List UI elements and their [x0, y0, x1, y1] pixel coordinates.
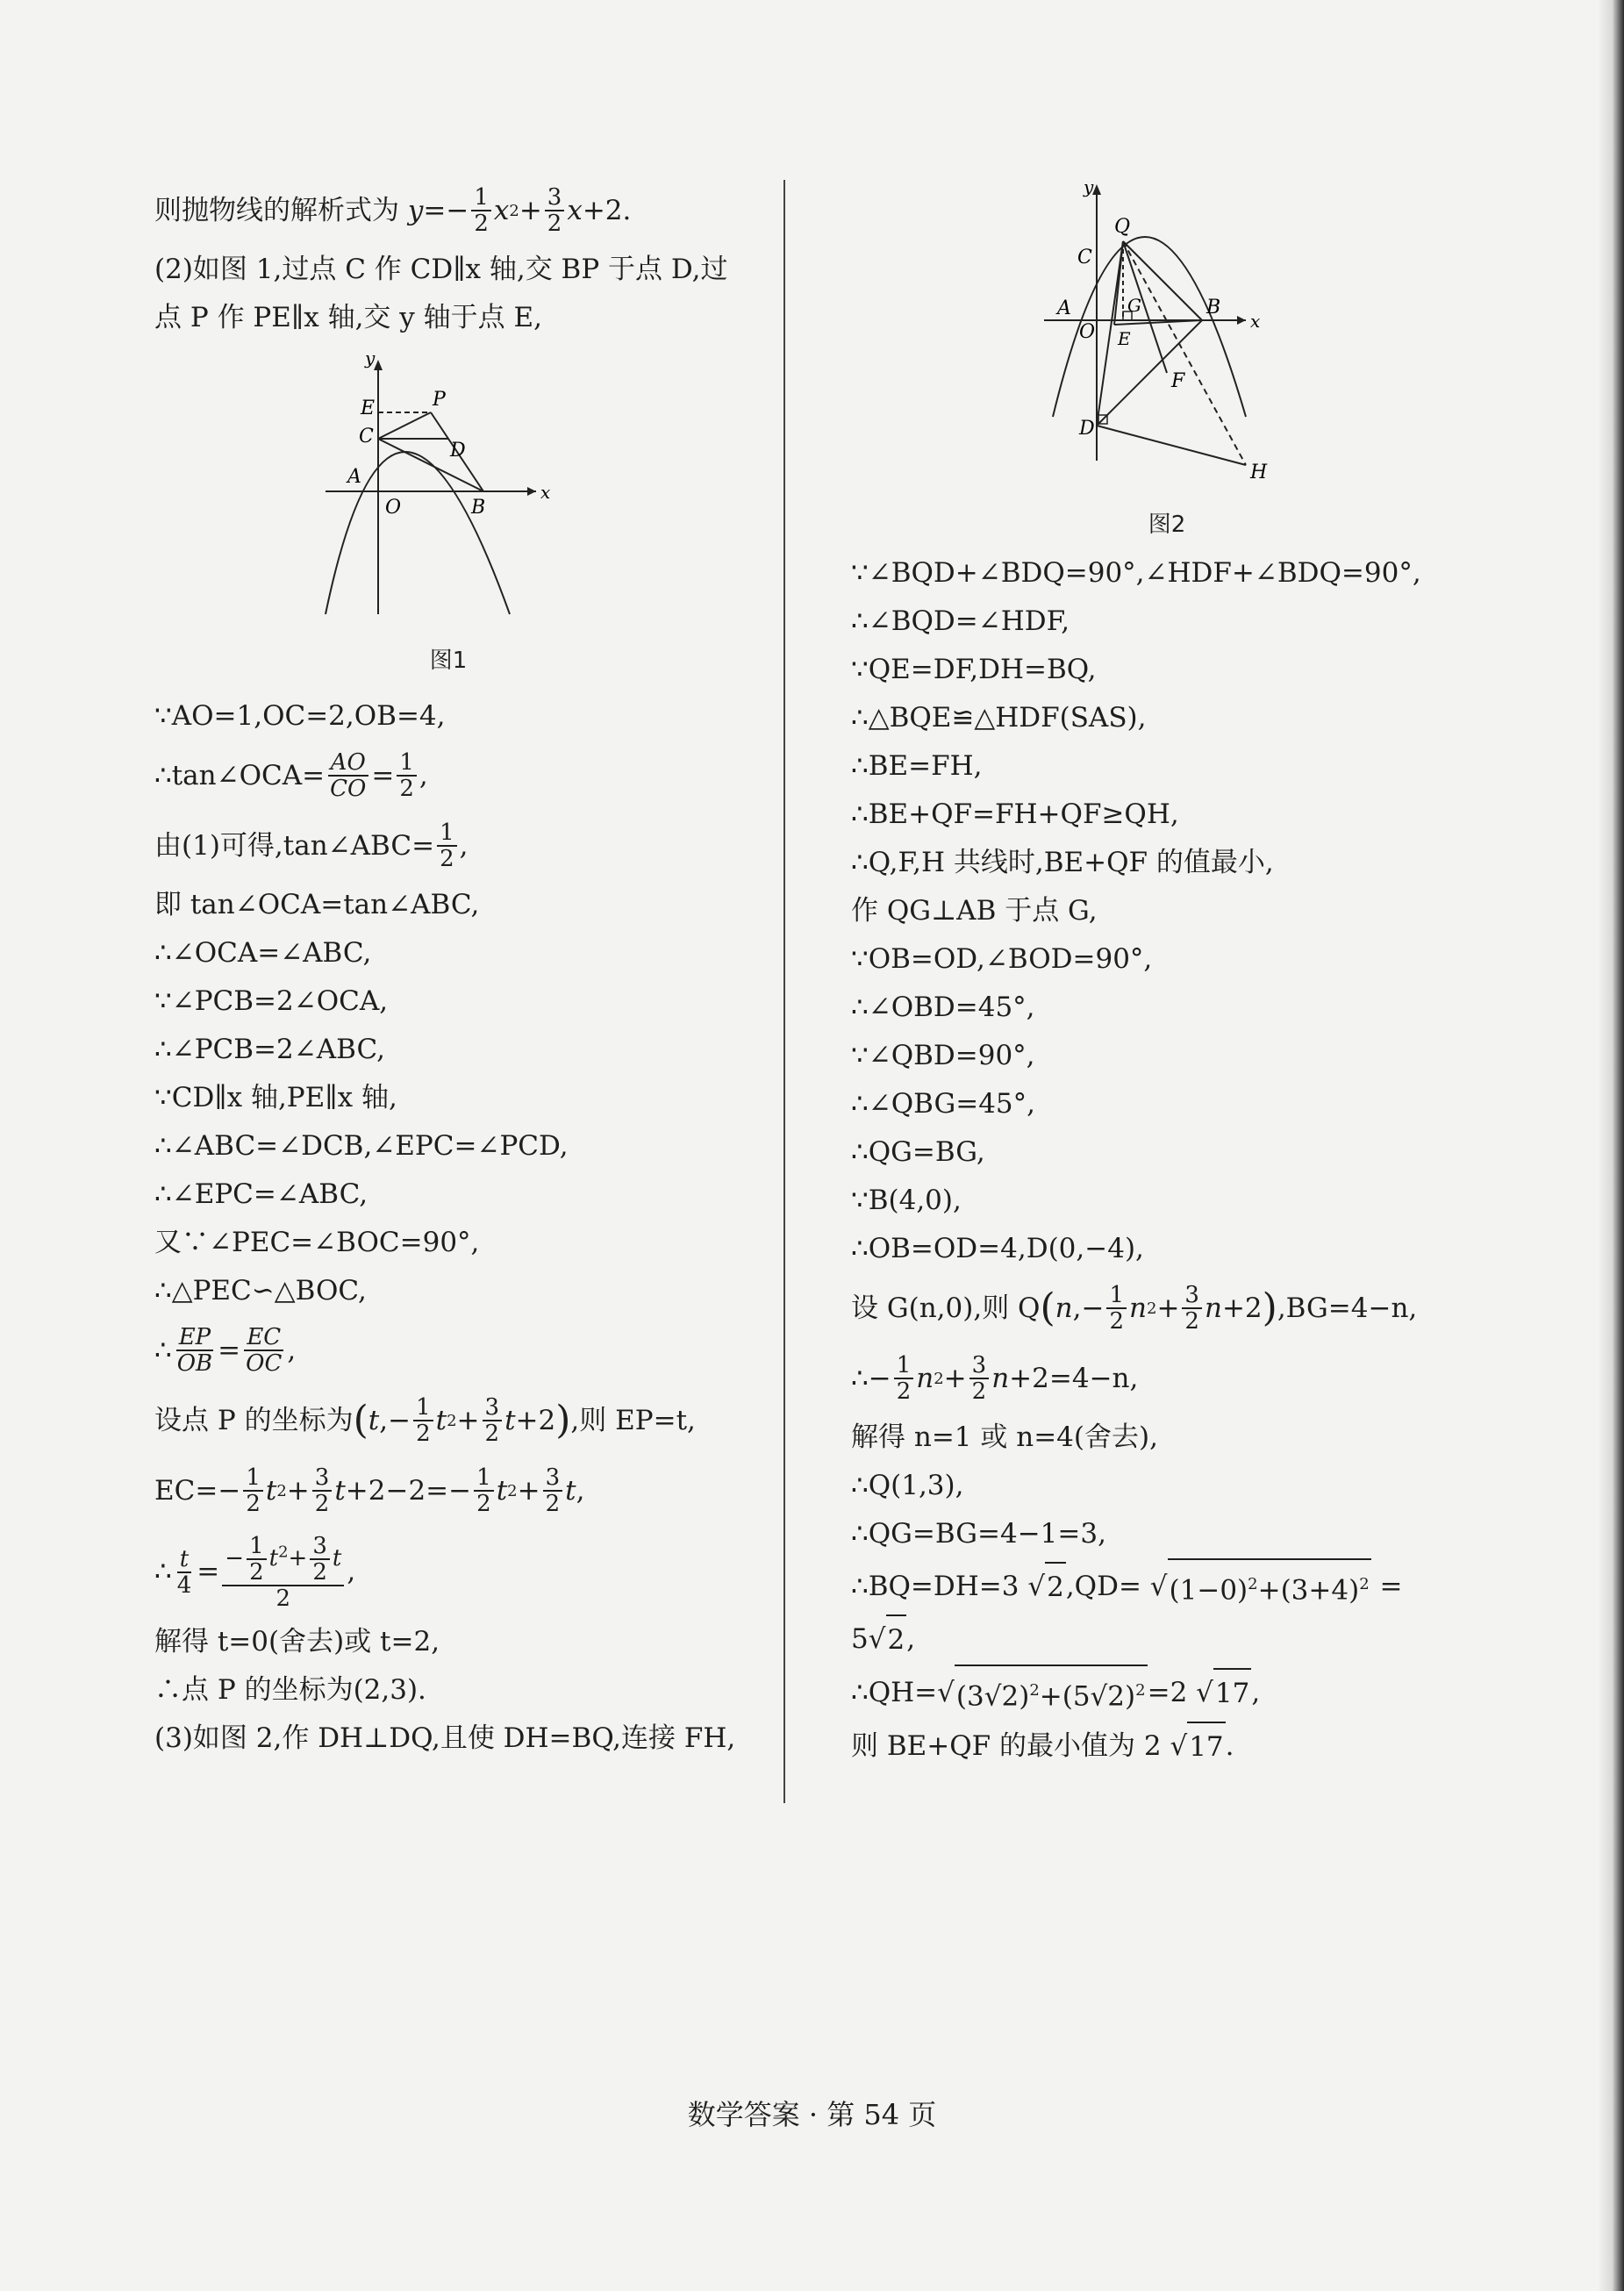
line-r04: ∴△BQE≌△HDF(SAS),	[851, 702, 1147, 734]
page-footer: 数学答案 · 第 54 页	[687, 2098, 937, 2131]
line-l20: 解得 t=0(舍去)或 t=2,	[154, 1626, 440, 1657]
svg-text:y: y	[365, 351, 376, 369]
fraction: $\frac{AO}{CO}$	[327, 750, 368, 801]
line-r08: 作 QG⊥AB 于点 G,	[851, 895, 1098, 927]
line-r14: ∵B(4,0),	[851, 1185, 962, 1216]
line-r21: ∴BQ=DH=3 √ 2 ,QD= √ $(1-0)^2+(3+4)^2$ =	[851, 1558, 1465, 1614]
svg-text:A: A	[347, 466, 361, 488]
svg-text:B: B	[471, 497, 486, 519]
page-edge-shadow	[1598, 0, 1624, 2291]
svg-text:D: D	[1079, 418, 1095, 440]
svg-text:x: x	[1250, 311, 1261, 332]
fraction: $\frac{3}{2}$	[1182, 1283, 1202, 1334]
parabola-figure-1	[317, 351, 580, 632]
column-divider	[783, 180, 785, 1803]
line-l22: (3)如图 2,作 DH⊥DQ,且使 DH=BQ,连接 FH,	[154, 1722, 736, 1754]
parabola-formula-line: 则抛物线的解析式为 y =− $\frac{1}{2}$ x 2 + $\frac{3}{2}$ x +2.	[154, 184, 632, 237]
text: ∴QH=	[851, 1676, 938, 1708]
line-r02: ∴∠BQD=∠HDF,	[851, 605, 1070, 637]
line-ec: EC=− $\frac{1}{2}$ t 2 + $\frac{3}{2}$ t +2−2=− $\frac{1}{2}$ t 2 + $\frac{3}{2}$ t ,	[154, 1464, 585, 1517]
line-r24: 则 BE+QF 的最小值为 2 √ 17 .	[851, 1722, 1465, 1772]
line-tan-abc: 由(1)可得,tan∠ABC= $\frac{1}{2}$ ,	[154, 820, 469, 872]
line-l15: ∴△PEC∽△BOC,	[154, 1275, 367, 1307]
line-l14: 又∵∠PEC=∠BOC=90°,	[154, 1227, 480, 1258]
text: ∴	[154, 1556, 172, 1587]
line-point-p: 设点 P 的坐标为 ( t ,− $\frac{1}{2}$ t 2 + $\frac{3}{2}$ t +2 ) ,则 EP=t,	[154, 1394, 696, 1447]
fraction: $\frac{t}{4}$	[176, 1545, 192, 1599]
svg-text:O: O	[1079, 321, 1096, 343]
figure-2	[869, 180, 1465, 549]
fraction: $\frac{3}{2}$	[312, 1465, 333, 1516]
text: ,QD=	[1065, 1570, 1141, 1602]
text: =	[1379, 1570, 1403, 1602]
right-column	[851, 180, 1465, 1772]
figure-2-caption: 图2	[1148, 512, 1186, 538]
line-r03: ∵QE=DF,DH=BQ,	[851, 654, 1097, 685]
fraction: $\frac{1}{2}$	[243, 1465, 263, 1516]
svg-text:Q: Q	[1114, 216, 1131, 238]
text: =2	[1147, 1676, 1188, 1708]
fraction: $\frac{3}{2}$	[969, 1353, 990, 1404]
step2-intro: (2)如图 1,过点 C 作 CD∥x 轴,交 BP 于点 D,过	[154, 254, 728, 285]
fraction: $\frac{1}{2}$	[413, 1395, 433, 1446]
fraction: $\frac{1}{2}$	[894, 1353, 914, 1404]
line-l21: ∴点 P 的坐标为(2,3).	[154, 1674, 426, 1706]
line-l12: ∴∠ABC=∠DCB,∠EPC=∠PCD,	[154, 1130, 569, 1162]
step2-intro-cont: 点 P 作 PE∥x 轴,交 y 轴于点 E,	[154, 302, 542, 333]
text: EC=−	[154, 1474, 241, 1507]
svg-text:O: O	[385, 497, 402, 519]
svg-text:F: F	[1171, 370, 1185, 392]
svg-text:E: E	[1118, 328, 1131, 349]
line-l11: ∵CD∥x 轴,PE∥x 轴,	[154, 1082, 397, 1113]
line-l07: 即 tan∠OCA=tan∠ABC,	[154, 889, 480, 920]
fraction: $\frac{3}{2}$	[543, 1465, 563, 1516]
text: ∴	[154, 1334, 172, 1366]
svg-text:B: B	[1206, 297, 1221, 319]
figure-1	[128, 351, 769, 685]
line-r05: ∴BE=FH,	[851, 750, 983, 782]
fraction: $\frac{1}{2}$	[1106, 1283, 1127, 1334]
line-r13: ∴QG=BG,	[851, 1136, 985, 1168]
line-r22: 5 √ 2 ,	[851, 1614, 1465, 1665]
svg-text:x: x	[540, 482, 551, 503]
line-r15: ∴OB=OD=4,D(0,−4),	[851, 1233, 1144, 1264]
svg-text:H: H	[1250, 462, 1268, 483]
line-r18: 解得 n=1 或 n=4(舍去),	[851, 1421, 1158, 1453]
line-ao-oc-ob: ∵AO=1,OC=2,OB=4,	[154, 700, 446, 732]
svg-text:D: D	[450, 440, 466, 462]
line-r06: ∴BE+QF=FH+QF≥QH,	[851, 798, 1179, 830]
fraction: $\frac{1}{2}$	[437, 820, 457, 871]
fraction: − $\frac{1}{2}$ $t^2+$ $\frac{3}{2}$ t 2	[222, 1534, 344, 1611]
text: ∴−	[851, 1362, 891, 1394]
fraction: $\frac{1}{2}$	[397, 750, 417, 801]
line-l13: ∴∠EPC=∠ABC,	[154, 1178, 368, 1210]
svg-text:E: E	[361, 397, 376, 419]
text: ,BG=4−n,	[1277, 1292, 1418, 1324]
line-r09: ∵OB=OD,∠BOD=90°,	[851, 943, 1153, 975]
left-column	[154, 175, 769, 1763]
svg-text:C: C	[359, 426, 374, 447]
text: 则抛物线的解析式为	[154, 194, 399, 226]
line-r01: ∵∠BQD+∠BDQ=90°,∠HDF+∠BDQ=90°,	[851, 557, 1421, 589]
svg-text:C: C	[1077, 247, 1092, 268]
parabola-figure-2	[1044, 180, 1290, 496]
text: 设 G(n,0),则 Q	[851, 1292, 1041, 1324]
text: 5	[851, 1623, 869, 1656]
svg-text:G: G	[1127, 295, 1141, 316]
figure-1-caption: 图1	[429, 648, 468, 674]
text: ,则 EP=t,	[570, 1404, 696, 1436]
line-t-equation: ∴ $\frac{t}{4}$ = − $\frac{1}{2}$ $t^2+$ $\frac{3}{2}$ t 2 ,	[154, 1532, 356, 1612]
line-r20: ∴QG=BG=4−1=3,	[851, 1518, 1106, 1550]
line-r17: ∴− $\frac{1}{2}$ n 2 + $\frac{3}{2}$ n +2 =4−n,	[851, 1352, 1139, 1405]
line-l08: ∴∠OCA=∠ABC,	[154, 937, 372, 969]
text: 由(1)可得,tan∠ABC=	[154, 829, 435, 862]
line-r12: ∴∠QBG=45°,	[851, 1088, 1036, 1120]
svg-text:y: y	[1084, 180, 1094, 197]
line-l10: ∴∠PCB=2∠ABC,	[154, 1034, 385, 1065]
line-l09: ∵∠PCB=2∠OCA,	[154, 985, 389, 1017]
line-r11: ∵∠QBD=90°,	[851, 1040, 1035, 1071]
fraction: $\frac{1}{2}$	[474, 1465, 494, 1516]
fraction: $\frac{3}{2}$	[483, 1395, 503, 1446]
fraction: $\frac{EC}{OC}$	[246, 1324, 283, 1377]
line-r19: ∴Q(1,3),	[851, 1470, 964, 1501]
fraction: $\frac{3}{2}$	[545, 185, 565, 236]
fraction: $\frac{EP}{OB}$	[176, 1324, 213, 1377]
fraction: $\frac{1}{2}$	[471, 185, 491, 236]
text: =4−n,	[1048, 1362, 1139, 1394]
line-tan-oca: ∴tan∠OCA= $\frac{AO}{CO}$ = $\frac{1}{2}$ ,	[154, 749, 428, 802]
line-r07: ∴Q,F,H 共线时,BE+QF 的值最小,	[851, 847, 1274, 878]
text: ∴tan∠OCA=	[154, 759, 326, 791]
svg-text:A: A	[1057, 297, 1071, 319]
text: ∴BQ=DH=3	[851, 1570, 1019, 1602]
line-r16: 设 G(n,0),则 Q ( n ,− $\frac{1}{2}$ n 2 + $\frac{3}{2}$ n +2 ) ,BG=4−n,	[851, 1282, 1418, 1335]
line-r10: ∴∠OBD=45°,	[851, 992, 1035, 1023]
text: 则 BE+QF 的最小值为 2	[851, 1729, 1162, 1762]
text: 设点 P 的坐标为	[154, 1404, 354, 1436]
line-r23: ∴QH= √ $(3√2)^2+(5√2)^2$ =2 √ 17 ,	[851, 1665, 1465, 1721]
svg-text:P: P	[433, 389, 446, 411]
line-ratio: ∴ $\frac{EP}{OB}$ = $\frac{EC}{OC}$ ,	[154, 1324, 297, 1377]
